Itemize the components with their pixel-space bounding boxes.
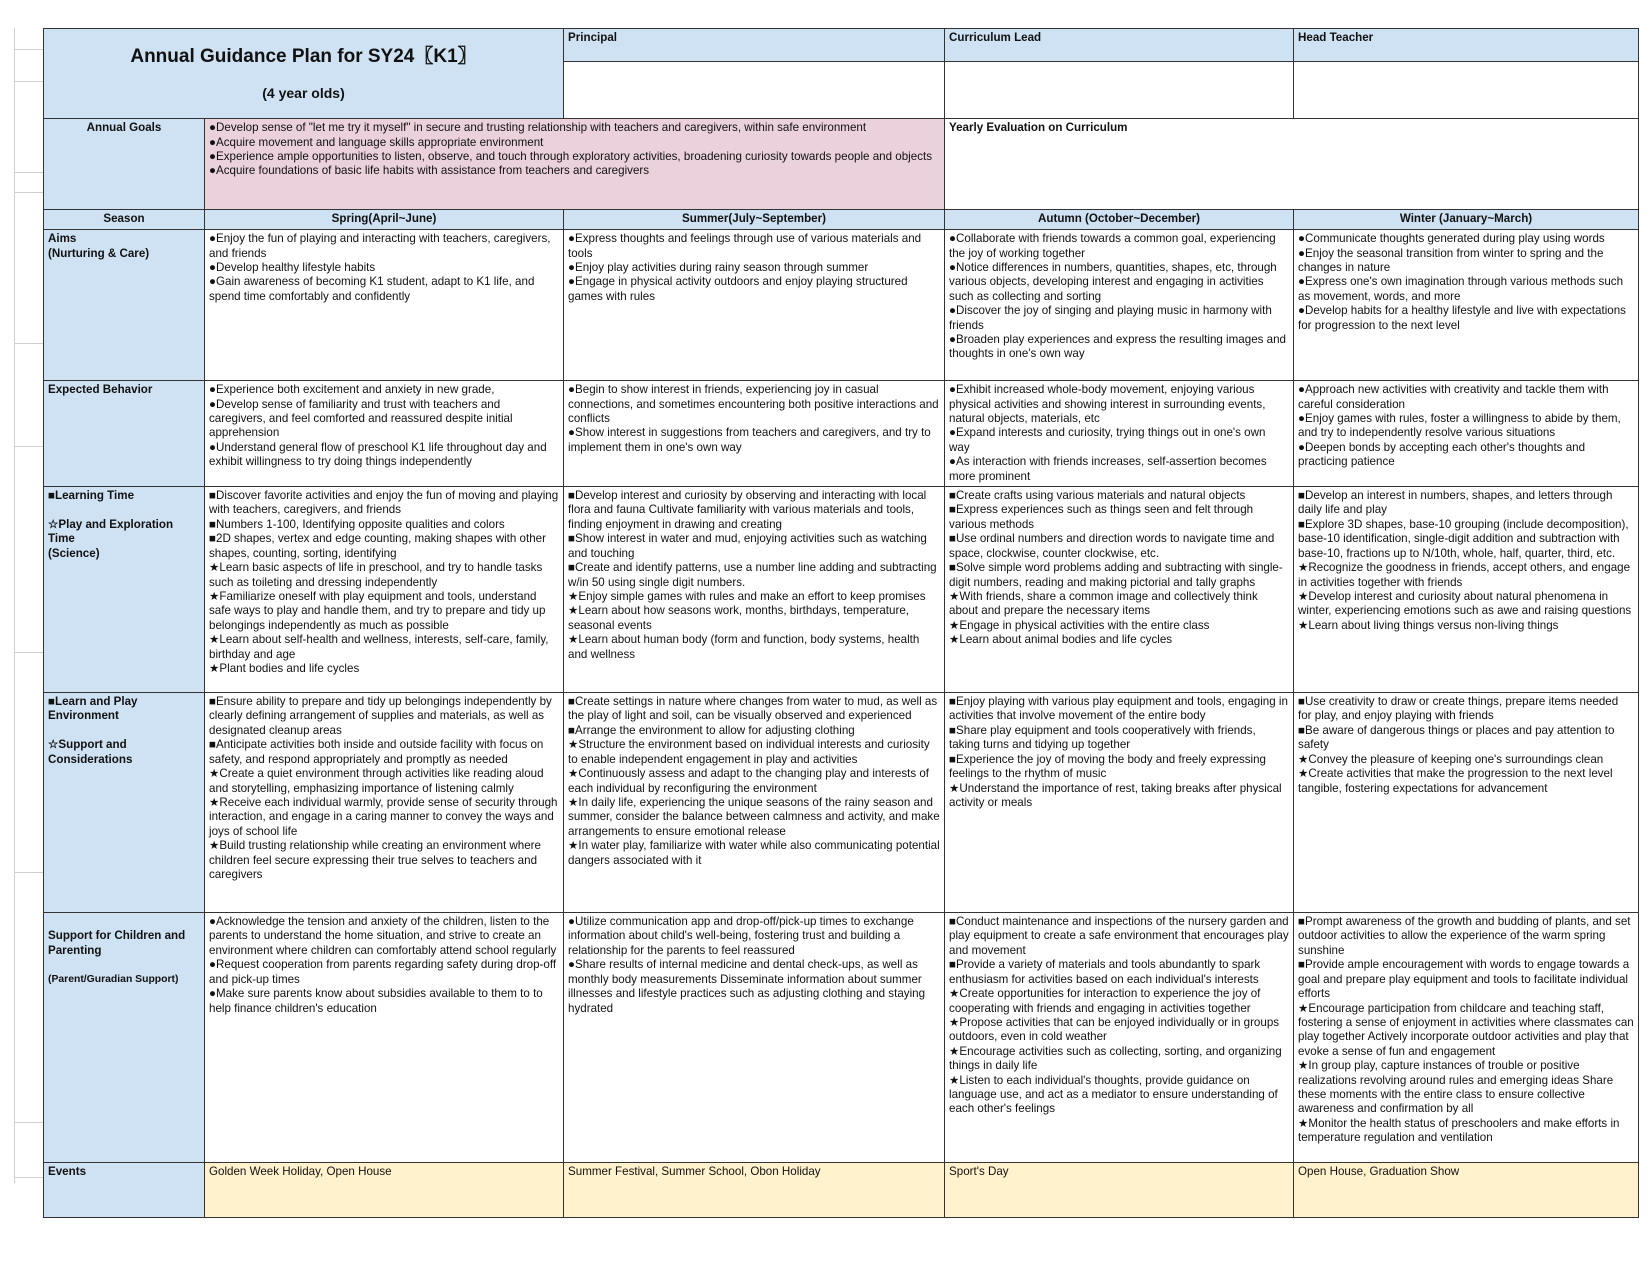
- header-row: [44, 29, 1639, 62]
- support-spring: ●Acknowledge the tension and anxiety of the children, listen to the parents to understand the home situation, and strive to create an environment where children can comfortably attend school regularly ●Request cooperation from parents regarding safety during drop-off and pick-up times ●Make sure parents know about subsidies available to them to to help finance children's education: [205, 913, 564, 1163]
- learning-winter: ■Develop an interest in numbers, shapes, and letters through daily life and play ■Explore 3D shapes, base-10 grouping (include decomposition), base-10 identification, single-digit addition and subtraction with base-10, fractions up to N/10th, whole, half, quarter, third, etc. ★Recognize the goodness in friends, accept others, and engage in activities together with friends ★Develop interest and curiosity about natural phenomena in winter, experiencing emotions such as awe and raising questions ★Learn about living things versus non-living things: [1294, 487, 1639, 693]
- events-label: Events: [44, 1163, 205, 1218]
- environment-winter: ■Use creativity to draw or create things, prepare items needed for play, and enjoy playing with friends ■Be aware of dangerous things or places and pay attention to safety ★Convey the pleasure of keeping one's surroundings clean ★Create activities that make the progression to the next level tangible, fostering expectations for advancement: [1294, 693, 1639, 913]
- events-row: [44, 1163, 1639, 1218]
- environment-autumn: ■Enjoy playing with various play equipment and tools, engaging in activities that involve movement of the entire body ■Share play equipment and tools cooperatively with friends, taking turns and tidying up together ■Experience the joy of moving the body and freely expressing feelings to the rhythm of music ★Understand the importance of rest, taking breaks after physical activity or meals: [945, 693, 1294, 913]
- support-autumn: ■Conduct maintenance and inspections of the nursery garden and play equipment to create a safe environment that encourages play and movement ■Provide a variety of materials and tools abundantly to spark enthusiasm for activities based on each individual's interests ★Create opportunities for interaction to experience the joy of cooperating with friends and engaging in activities together ★Propose activities that can be enjoyed individually or in groups outdoors, even in cold weather ★Encourage activities such as collecting, sorting, and organizing things in daily life ★Listen to each individual's thoughts, provide guidance on language use, and act as a mediator to ensure understanding of each other's feelings: [945, 913, 1294, 1163]
- behavior-label: Expected Behavior: [44, 381, 205, 487]
- aims-autumn: ●Collaborate with friends towards a common goal, experiencing the joy of working together ●Notice differences in numbers, quantities, shapes, etc, through various objects, developing interest and engaging in activities such as collecting and sorting ●Discover the joy of singing and playing music in harmony with friends ●Broaden play experiences and express the resulting images and thoughts in one's own way: [945, 230, 1294, 381]
- learning-label: ■Learning Time ☆Play and Exploration Time (Science): [44, 487, 205, 693]
- annual-goals-text: ●Develop sense of "let me try it myself" in secure and trusting relationship with teachers and caregivers, within safe environment ●Acquire movement and language skills appropriate environment ●Experience ample opportunities to listen, observe, and touch through exploratory activities, broadening curiosity towards people and objects ●Acquire foundations of basic life habits with assistance from teachers and caregivers: [205, 119, 945, 210]
- curriculum-lead-label: Curriculum Lead: [945, 29, 1294, 62]
- annual-goals-label: Annual Goals: [44, 119, 205, 210]
- head-teacher-signature-box[interactable]: [1294, 61, 1639, 118]
- curriculum-lead-signature-box[interactable]: [945, 61, 1294, 118]
- support-label-cell: [44, 913, 205, 1163]
- season-spring: Spring(April~June): [205, 210, 564, 230]
- aims-winter: ●Communicate thoughts generated during play using words ●Enjoy the seasonal transition from winter to spring and the changes in nature ●Express one's own imagination through various methods such as movement, words, and more ●Develop habits for a healthy lifestyle and live with expectations for progression to the next level: [1294, 230, 1639, 381]
- learning-summer: ■Develop interest and curiosity by observing and interacting with local flora and fauna Cultivate familiarity with various materials and tools, finding enjoyment in drawing and creating ■Show interest in water and mud, enjoying activities such as watching and touching ■Create and identify patterns, use a number line adding and subtracting w/in 50 using single digit numbers. ★Enjoy simple games with rules and make an effort to keep promises ★Learn about how seasons work, months, birthdays, temperature, seasonal events ★Learn about human body (form and function, body systems, health and wellness: [564, 487, 945, 693]
- support-label: Support for Children and Parenting: [48, 929, 186, 957]
- aims-row: [44, 230, 1639, 381]
- environment-spring: ■Ensure ability to prepare and tidy up belongings independently by clearly defining arrangement of supplies and materials, as well as designated cleanup areas ■Anticipate activities both inside and outside facility with focus on safety, and respond appropriately and promptly as needed ★Create a quiet environment through activities like reading aloud and storytelling, emphasizing importance of listening calmly ★Receive each individual warmly, provide sense of security through interaction, and engage in a caring manner to convey the ways and joys of school life ★Build trusting relationship while creating an environment where children feel secure expressing their true selves to teachers and caregivers: [205, 693, 564, 913]
- aims-label: Aims (Nurturing & Care): [44, 230, 205, 381]
- head-teacher-label: Head Teacher: [1294, 29, 1639, 62]
- learning-spring: ■Discover favorite activities and enjoy the fun of moving and playing with teachers, caregivers, and friends ■Numbers 1-100, Identifying opposite qualities and colors ■2D shapes, vertex and edge counting, making shapes with other shapes, counting, sorting, identifying ★Learn basic aspects of life in preschool, and try to handle tasks such as toileting and dressing independently ★Familiarize oneself with play equipment and tools, understand safe ways to play and handle them, and try to prepare and tidy up belongings independently as much as possible ★Learn about self-health and wellness, interests, self-care, family, birthday and age ★Plant bodies and life cycles: [205, 487, 564, 693]
- aims-summer: ●Express thoughts and feelings through use of various materials and tools ●Enjoy play activities during rainy season through summer ●Engage in physical activity outdoors and enjoy playing structured games with rules: [564, 230, 945, 381]
- events-summer: Summer Festival, Summer School, Obon Holiday: [564, 1163, 945, 1218]
- support-winter: ■Prompt awareness of the growth and budding of plants, and set outdoor activities to allow the experience of the warm spring sunshine ■Provide ample encouragement with words to engage towards a goal and prepare play equipment and tools to facilitate individual efforts ★Encourage participation from childcare and teaching staff, fostering a sense of enjoyment in activities where classmates can play together Actively incorporate outdoor activities and play that evoke a sense of fun and engagement ★In group play, capture instances of trouble or positive realizations revolving around rules and emerging ideas Share these moments with the entire class to ensure collective awareness and confirmation by all ★Monitor the health status of preschoolers and make efforts in temperature regulation and ventilation: [1294, 913, 1639, 1163]
- support-summer: ●Utilize communication app and drop-off/pick-up times to exchange information about child's well-being, fostering trust and building a relationship for the parents to feel reassured ●Share results of internal medicine and dental check-ups, as well as monthly body measurements Disseminate information about summer illnesses and lifestyle practices such as adjusting clothing and staying hydrated: [564, 913, 945, 1163]
- environment-row: [44, 693, 1639, 913]
- season-winter: Winter (January~March): [1294, 210, 1639, 230]
- guidance-plan-table: [43, 28, 1639, 1218]
- environment-summer: ■Create settings in nature where changes from water to mud, as well as the play of light and soil, can be visually observed and experienced ■Arrange the environment to allow for adjusting clothing ★Structure the environment based on individual interests and curiosity to enable independent engagement in play and activities ★Continuously assess and adapt to the changing play and interests of each individual by reconfiguring the environment ★In daily life, experiencing the unique seasons of the rainy season and summer, consider the balance between calmness and activity, and make arrangements to ensure emotional release ★In water play, familiarize with water while also communicating potential dangers associated with it: [564, 693, 945, 913]
- season-label: Season: [44, 210, 205, 230]
- season-summer: Summer(July~September): [564, 210, 945, 230]
- behavior-autumn: ●Exhibit increased whole-body movement, enjoying various physical activities and showing interest in surrounding events, natural objects, materials, etc ●Expand interests and curiosity, trying things out in one's own way ●As interaction with friends increases, self-assertion becomes more prominent: [945, 381, 1294, 487]
- behavior-row: [44, 381, 1639, 487]
- page-title: Annual Guidance Plan for SY24〖K1〗: [130, 46, 477, 68]
- season-header-row: [44, 210, 1639, 230]
- season-autumn: Autumn (October~December): [945, 210, 1294, 230]
- learning-autumn: ■Create crafts using various materials and natural objects ■Express experiences such as things seen and felt through various methods ■Use ordinal numbers and direction words to navigate time and space, clockwise, counter clockwise, etc. ■Solve simple word problems adding and subtracting with single-digit numbers, reading and making pictorial and tally graphs ★With friends, share a common image and collectively think about and prepare the necessary items ★Engage in physical activities with the entire class ★Learn about animal bodies and life cycles: [945, 487, 1294, 693]
- principal-signature-box[interactable]: [564, 61, 945, 118]
- behavior-summer: ●Begin to show interest in friends, experiencing joy in casual connections, and sometimes encountering both positive interactions and conflicts ●Show interest in suggestions from teachers and caregivers, and try to implement them in one's own way: [564, 381, 945, 487]
- environment-label: ■Learn and Play Environment ☆Support and Considerations: [44, 693, 205, 913]
- events-winter: Open House, Graduation Show: [1294, 1163, 1639, 1218]
- annual-goals-row: [44, 119, 1639, 210]
- events-autumn: Sport's Day: [945, 1163, 1294, 1218]
- title-cell: [44, 29, 564, 119]
- row-gutter: [14, 28, 44, 1183]
- events-spring: Golden Week Holiday, Open House: [205, 1163, 564, 1218]
- support-row: [44, 913, 1639, 1163]
- learning-row: [44, 487, 1639, 693]
- aims-spring: ●Enjoy the fun of playing and interacting with teachers, caregivers, and friends ●Develop healthy lifestyle habits ●Gain awareness of becoming K1 student, adapt to K1 life, and spend time comfortably and confidently: [205, 230, 564, 381]
- yearly-evaluation-label: Yearly Evaluation on Curriculum: [945, 119, 1639, 210]
- page-subtitle: (4 year olds): [262, 84, 345, 101]
- behavior-spring: ●Experience both excitement and anxiety in new grade, ●Develop sense of familiarity and trust with teachers and caregivers, and feel comforted and reassured despite initial apprehension ●Understand general flow of preschool K1 life throughout day and exhibit willingness to try doing things independently: [205, 381, 564, 487]
- behavior-winter: ●Approach new activities with creativity and tackle them with careful consideration ●Enjoy games with rules, foster a willingness to abide by them, and try to independently resolve various situations ●Deepen bonds by accepting each other's thoughts and practicing patience: [1294, 381, 1639, 487]
- support-sublabel: (Parent/Guradian Support): [48, 973, 179, 985]
- principal-label: Principal: [564, 29, 945, 62]
